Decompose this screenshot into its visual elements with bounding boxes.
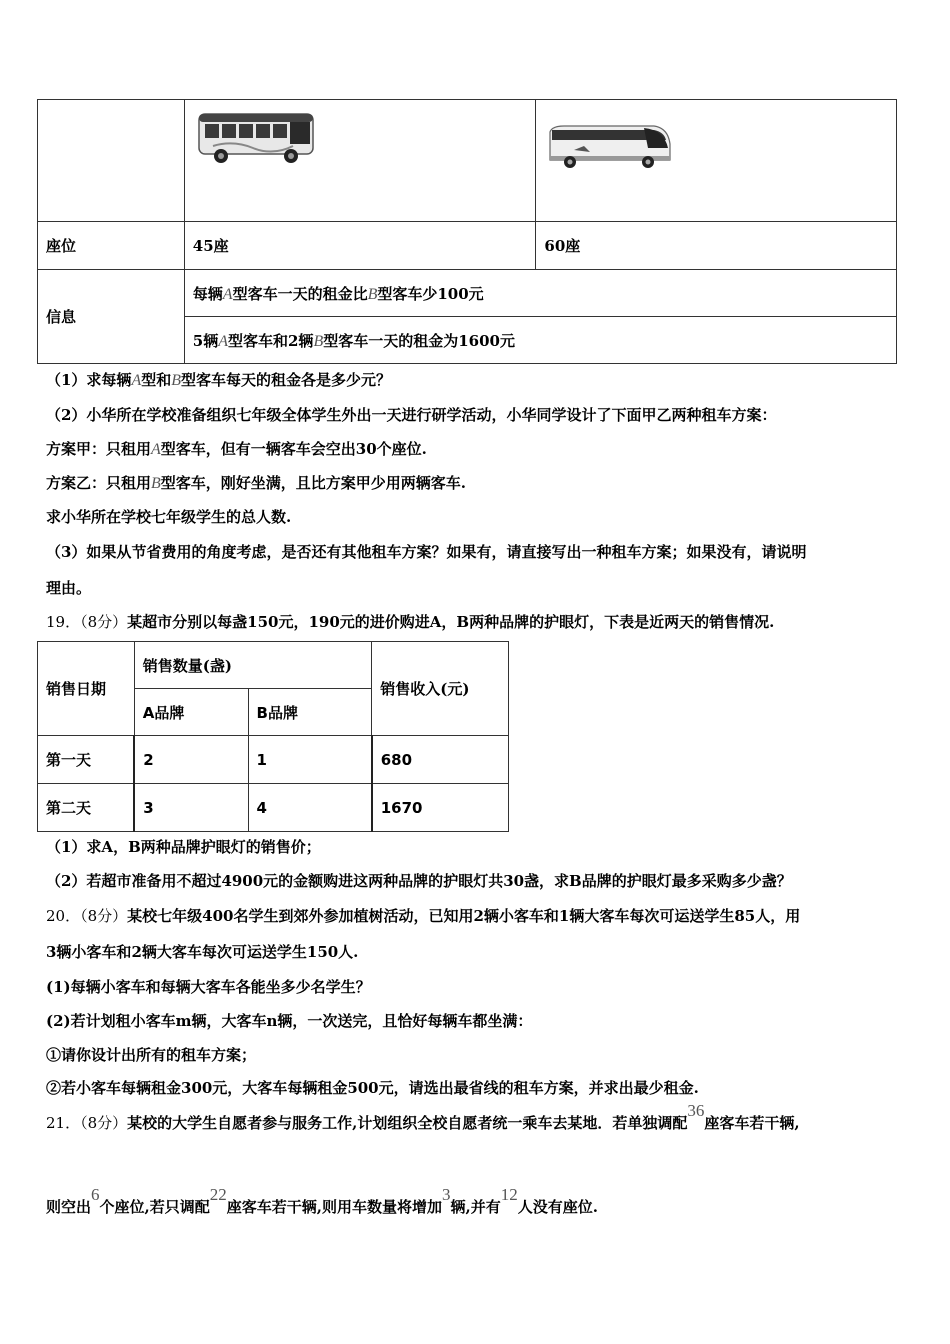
- date-header: 销售日期: [38, 642, 135, 736]
- q18-ask: 求小华所在学校七年级学生的总人数.: [46, 508, 292, 526]
- seat-label: 座位: [38, 222, 185, 270]
- q20-part1: (1)每辆小客车和每辆大客车各能坐多少名学生？: [46, 978, 371, 996]
- table-row: [38, 736, 509, 784]
- num-22: 22: [209, 1185, 227, 1204]
- blank-cell: [38, 100, 185, 222]
- row-b: 1: [248, 736, 372, 784]
- bus-b-image: [544, 122, 674, 172]
- bus-info-table: [37, 99, 897, 364]
- q19-stem: 19．（8分）某超市分别以每盏150元，190元的进价购进A，B两种品牌的护眼灯，下表是近两天的销售情况.: [46, 613, 775, 631]
- q19-part1: （1）求A，B两种品牌护眼灯的销售价；: [46, 838, 321, 856]
- q21-number: 21．（8分）: [46, 1114, 128, 1132]
- row-b: 4: [248, 784, 372, 832]
- num-12: 12: [500, 1185, 518, 1204]
- num-6: 6: [91, 1185, 100, 1204]
- row-a: 3: [134, 784, 248, 832]
- q20-line2: 3辆小客车和2辆大客车每次可运送学生150人.: [46, 943, 359, 961]
- num-3: 3: [441, 1185, 451, 1204]
- info-label: 信息: [38, 270, 185, 364]
- info-2: 5辆A型客车和2辆B型客车一天的租金为1600元: [184, 317, 896, 364]
- seat-a: 45座: [184, 222, 536, 270]
- q18-plan-b: 方案乙：只租用B型客车，刚好坐满，且比方案甲少用两辆客车.: [46, 474, 467, 492]
- q18-part2: （2）小华所在学校准备组织七年级全体学生外出一天进行研学活动，小华同学设计了下面甲乙两种租车方案：: [46, 406, 777, 424]
- q19-number: 19．（8分）: [46, 613, 128, 631]
- row-income: 680: [372, 736, 509, 784]
- q18-part3-line1: （3）如果从节省费用的角度考虑，是否还有其他租车方案？如果有，请直接写出一种租车方案；如果没有，请说明: [46, 543, 807, 561]
- q19-part2: （2）若超市准备用不超过4900元的金额购进这两种品牌的护眼灯共30盏，求B品牌的护眼灯最多采购多少盏？: [46, 872, 792, 890]
- num-36: 36: [687, 1101, 705, 1120]
- bus-a-image-cell: [184, 100, 536, 222]
- q21-line2: 则空出6个座位,若只调配22座客车若干辆,则用车数量将增加3辆,并有12人没有座位.: [46, 1185, 598, 1216]
- q20-sub1: ①请你设计出所有的租车方案；: [46, 1046, 257, 1064]
- brand-b-header: B品牌: [248, 689, 372, 736]
- bus-b-image-cell: [536, 100, 897, 222]
- row-day: 第一天: [38, 736, 135, 784]
- row-a: 2: [134, 736, 248, 784]
- seat-b: 60座: [536, 222, 897, 270]
- row-day: 第二天: [38, 784, 135, 832]
- q20-part2: (2)若计划租小客车m辆，大客车n辆，一次送完，且恰好每辆车都坐满：: [46, 1012, 533, 1030]
- income-header: 销售收入(元): [372, 642, 509, 736]
- q20-sub2: ②若小客车每辆租金300元，大客车每辆租金500元，请选出最省线的租车方案，并求出最少租金.: [46, 1079, 699, 1097]
- q21-line1: 21．（8分）某校的大学生自愿者参与服务工作,计划组织全校自愿者统一乘车去某地．若单独调配36座客车若干辆,: [46, 1101, 800, 1132]
- brand-a-header: A品牌: [134, 689, 248, 736]
- q18-plan-a: 方案甲：只租用A型客车，但有一辆客车会空出30个座位.: [46, 440, 427, 458]
- sales-table: [37, 641, 509, 832]
- q18-part3-line2: 理由。: [46, 579, 92, 597]
- table-row: [38, 784, 509, 832]
- info-1: 每辆A型客车一天的租金比B型客车少100元: [184, 270, 896, 317]
- qty-header: 销售数量(盏): [134, 642, 371, 689]
- q20-number: 20．（8分）: [46, 907, 128, 925]
- q20-line1: 20．（8分）某校七年级400名学生到郊外参加植树活动，已知用2辆小客车和1辆大客车每次可运送学生85人，用: [46, 907, 801, 925]
- row-income: 1670: [372, 784, 509, 832]
- q18-part1: （1）求每辆A型和B型客车每天的租金各是多少元？: [46, 371, 392, 389]
- bus-a-image: [193, 108, 323, 170]
